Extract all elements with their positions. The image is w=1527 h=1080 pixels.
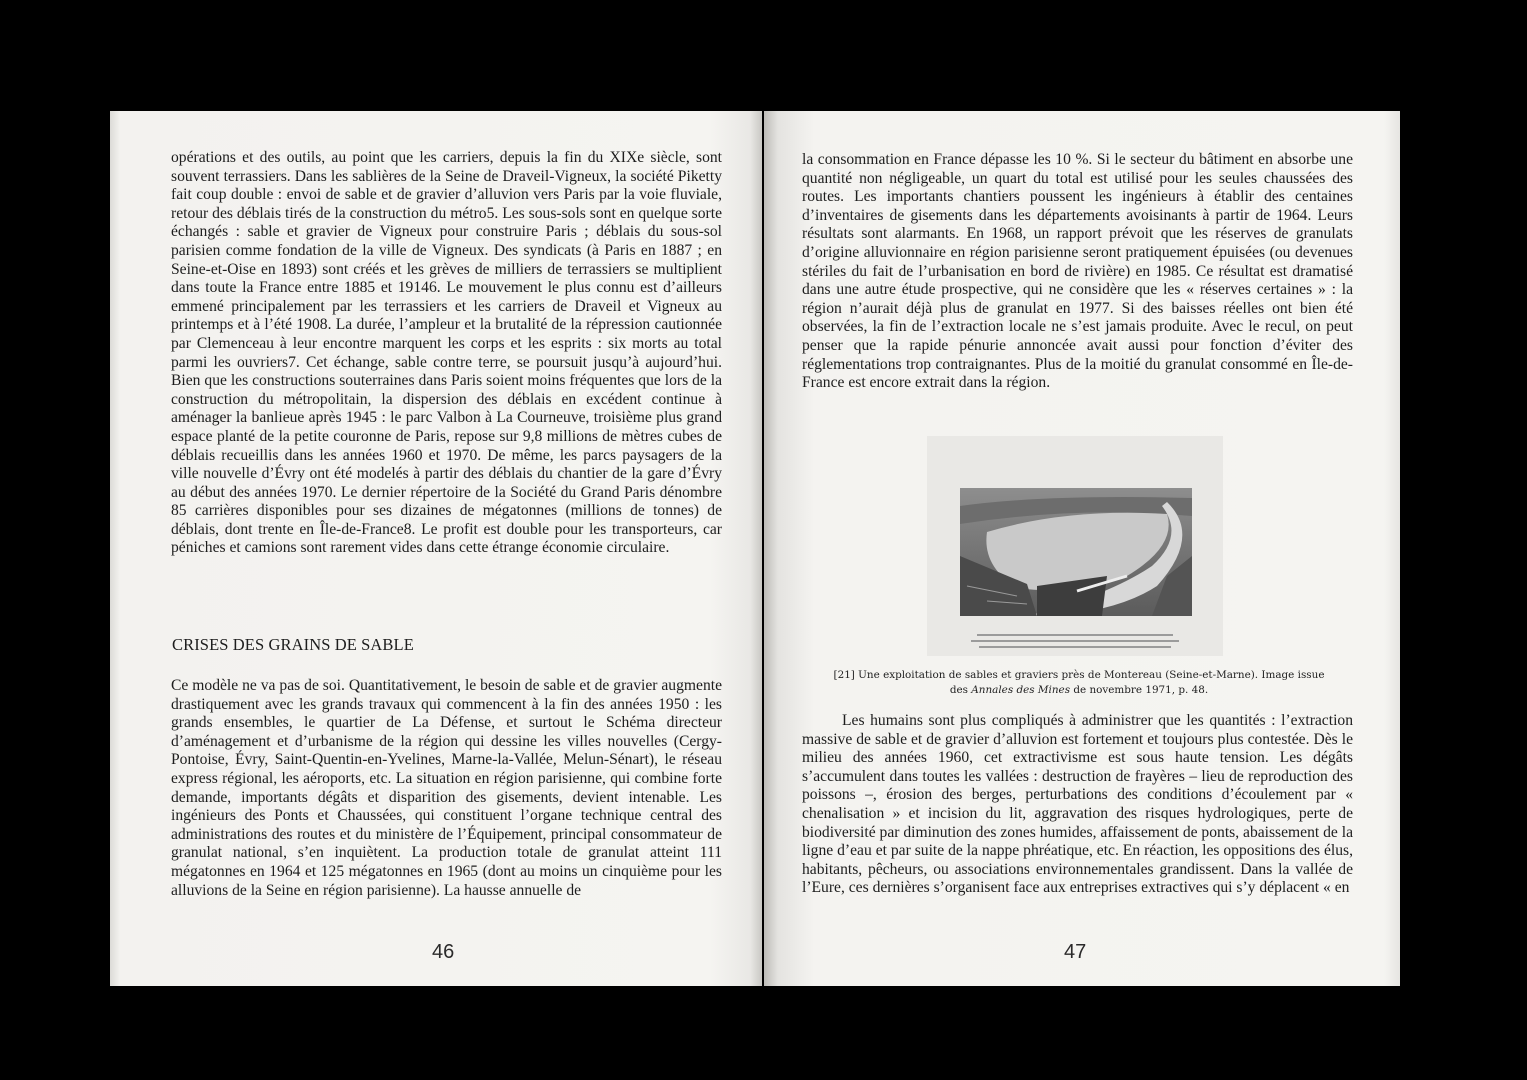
left-page — [110, 111, 762, 986]
right-body-text-1 — [802, 151, 1353, 393]
left-body-text-1 — [171, 149, 722, 558]
photo-caption-lines — [957, 632, 1193, 652]
left-paragraph-1: opérations et des outils, au point que les carriers, depuis la fin du XIXe siècle, sont souvent terrassiers. Dans les sablières de la Seine de Draveil-Vigneux, la société Piketty fait coup double : envoi de sable et de gravier d’alluvion vers Paris par la voie fluviale, retour des déblais tirés de la construction du métro5. Les sous-sols sont en quelque sorte échangés : sable et gravier de Vigneux pour construire Paris ; déblais du sous-sol parisien comme fondation de la ville de Vigneux. Des syndicats (à Paris en 1887 ; en Seine-et-Oise en 1893) sont créés et les grèves de milliers de terrassiers se multiplient dans toute la France entre 1885 et 19146. Le mouvement le plus connu est d’ailleurs emmené principalement par les terrassiers et les carriers de Draveil et Vigneux au printemps et à l’été 1908. La durée, l’ampleur et la brutalité de la répression cautionnée par Clemenceau à leur encontre marquent les corps et les esprits : six morts au total parmi les ouvriers7. Cet échange, sable contre terre, se poursuit jusqu’à aujourd’hui. Bien que les constructions souterraines dans Paris soient moins fréquentes que lors de la construction du métropolitain, la dispersion des déblais en excédent continue à aménager la banlieue après 1945 : le parc Valbon à La Courneuve, troisième plus grand espace planté de la petite couronne de Paris, repose sur 9,8 millions de mètres cubes de déblais recueillis dans les années 1960 et 1970. De même, les parcs paysagers de la ville nouvelle d’Évry ont été modelés à partir des déblais du chantier de la gare d’Évry au début des années 1970. Le dernier répertoire de la Société du Grand Paris dénombre 85 carrières disponibles pour ses dizaines de mégatonnes (millions de tonnes) de déblais, dont trente en Île-de-France8. Le profit est double pour les transporteurs, car péniches et camions sont rarement vides dans cette étrange économie circulaire. — [171, 149, 722, 557]
figure-photo-frame — [927, 436, 1223, 656]
page-number-left: 46 — [432, 941, 455, 963]
right-paragraph-2: Les humains sont plus compliqués à administrer que les quantités : l’extraction massive de sable et de gravier d’alluvion est fortement et toujours plus contestée. Dès le milieu des années 1960, cet extractivisme est sous haute tension. Les dégâts s’accumulent dans toutes les vallées : destruction de frayères – lieu de reproduction des poissons –, érosion des berges, perturbations des conditions d’écoulement par « chenalisation » et incision du lit, aggravation des risques hydrologiques, perte de biodiversité par diminution des zones humides, affaissement de ponts, abaissement de la ligne d’eau et par suite de la nappe phréatique, etc. En réaction, les oppositions des élus, habitants, pêcheurs, ou associations environnementales grandissent. Dans la vallée de l’Eure, ces dernières s’organisent face aux entreprises extractives qui s’y déplacent « en — [802, 712, 1353, 897]
figure-caption-text: [21] Une exploitation de sables et graviers près de Montereau (Seine-et-Marne). Image issue des — [833, 669, 1325, 696]
right-body-text-2 — [802, 712, 1353, 898]
left-paragraph-2: Ce modèle ne va pas de soi. Quantitativement, le besoin de sable et de gravier augmente drastiquement avec les grands travaux qui commencent à la fin des années 1950 : les grands ensembles, le quartier de La Défense, et surtout le Schéma directeur d’aménagement et d’urbanisme de la région qui dessine les villes nouvelles (Cergy-Pontoise, Évry, Saint-Quentin-en-Yvelines, Marne-la-Vallée, Melun-Sénart), le réseau express régional, les aéroports, etc. La situation en région parisienne, qui combine forte demande, importants dégâts et disparition des gisements, devient intenable. Les ingénieurs des Ponts et Chaussées, qui constituent l’organe technique central des administrations des routes et du ministère de l’Équipement, principal consommateur de granulat national, s’en inquiètent. La production totale de granulat atteint 111 mégatonnes en 1964 et 125 mégatonnes en 1965 (dont au moins un cinquième pour les alluvions de la Seine en région parisienne). La hausse annuelle de — [171, 677, 722, 899]
figure-caption — [824, 668, 1334, 698]
section-heading: CRISES DES GRAINS DE SABLE — [172, 635, 414, 654]
aerial-photo — [927, 436, 1223, 656]
photo-embedded-caption — [957, 632, 1193, 657]
page-number-right: 47 — [1064, 941, 1087, 963]
right-page — [764, 111, 1400, 986]
book-spread — [110, 111, 1400, 986]
figure-caption-text-end: de novembre 1971, p. 48. — [1070, 684, 1209, 696]
right-paragraph-1: la consommation en France dépasse les 10 %. Si le secteur du bâtiment en absorbe une quantité non négligeable, un quart du total est utilisé pour les seules chaussées des routes. Les importants chantiers poussent les ingénieurs à établir des centaines d’inventaires de gisements dans les départements avoisinants à partir de 1964. Leurs résultats sont alarmants. En 1968, un rapport prévoit que les réserves de granulats d’origine alluvionnaire en région parisienne seront pratiquement épuisées (ou devenues stériles du fait de l’urbanisation en bord de rivière) en 1985. Ce résultat est dramatisé dans une autre étude prospective, qui ne considère que les « réserves certaines » : la région n’aurait déjà plus de granulat en 1977. Si des baisses réelles ont bien été observées, la fin de l’extraction locale ne s’est jamais produite. Avec le recul, on peut penser que la rapide pénurie annoncée avait aussi pour fonction d’éviter des réglementations trop contraignantes. Plus de la moitié du granulat consommé en Île-de-France est encore extrait dans la région. — [802, 151, 1353, 392]
left-body-text-2 — [171, 677, 722, 900]
figure-caption-journal: Annales des Mines — [971, 684, 1071, 696]
